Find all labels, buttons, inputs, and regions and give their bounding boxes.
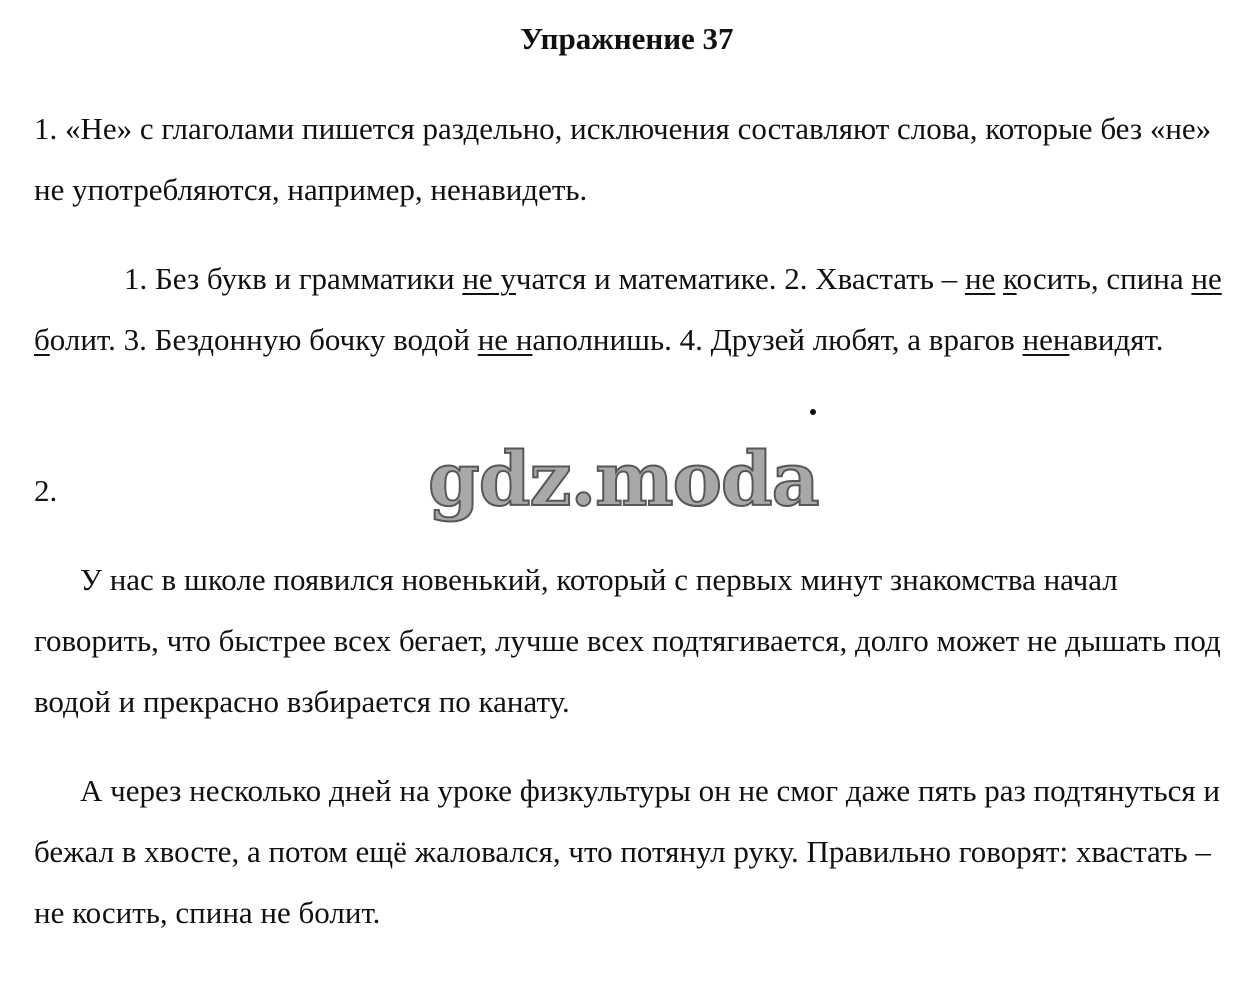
underlined-fragment: не н	[477, 322, 533, 357]
task2-number: 2.	[34, 473, 58, 508]
proverbs-paragraph	[34, 248, 1229, 370]
underlined-fragment: не б	[34, 261, 1222, 357]
watermark-logo: gdz.moda	[428, 437, 819, 523]
text-fragment: осить, спина	[1016, 261, 1192, 296]
text-fragment: 1. Без букв и грамматики	[124, 261, 463, 296]
story-paragraph-2: А через несколько дней на уроке физкультуры он не смог даже пять раз подтянуться и бежал в хвосте, а потом ещё жаловался, что потянул руку. Правильно говорят: хвастать – не косить, спина не болит.	[34, 773, 1220, 930]
text-fragment: аполнишь. 4. Друзей любят, а врагов	[532, 322, 1023, 357]
stray-dot	[810, 409, 816, 415]
text-fragment: чатся и математике. 2. Хвастать –	[515, 261, 965, 296]
text-fragment: олит. 3. Бездонную бочку водой	[49, 322, 478, 357]
text-fragment	[995, 261, 1003, 296]
underlined-fragment: не у	[462, 261, 516, 296]
underlined-fragment: не	[964, 261, 996, 296]
text-fragment: авидят.	[1069, 322, 1164, 357]
underlined-fragment: нен	[1022, 322, 1070, 357]
page-title: Упражнение 37	[520, 21, 734, 56]
underlined-fragment: к	[1003, 261, 1017, 296]
rule-paragraph: 1. «Не» с глаголами пишется раздельно, исключения составляют слова, которые без «не» не употребляются, например, ненавидеть.	[34, 111, 1212, 207]
story-paragraph-1: У нас в школе появился новенький, который с первых минут знакомства начал говорить, что быстрее всех бегает, лучше всех подтягивается, долго может не дышать под водой и прекрасно взбирается по канату.	[34, 562, 1221, 719]
